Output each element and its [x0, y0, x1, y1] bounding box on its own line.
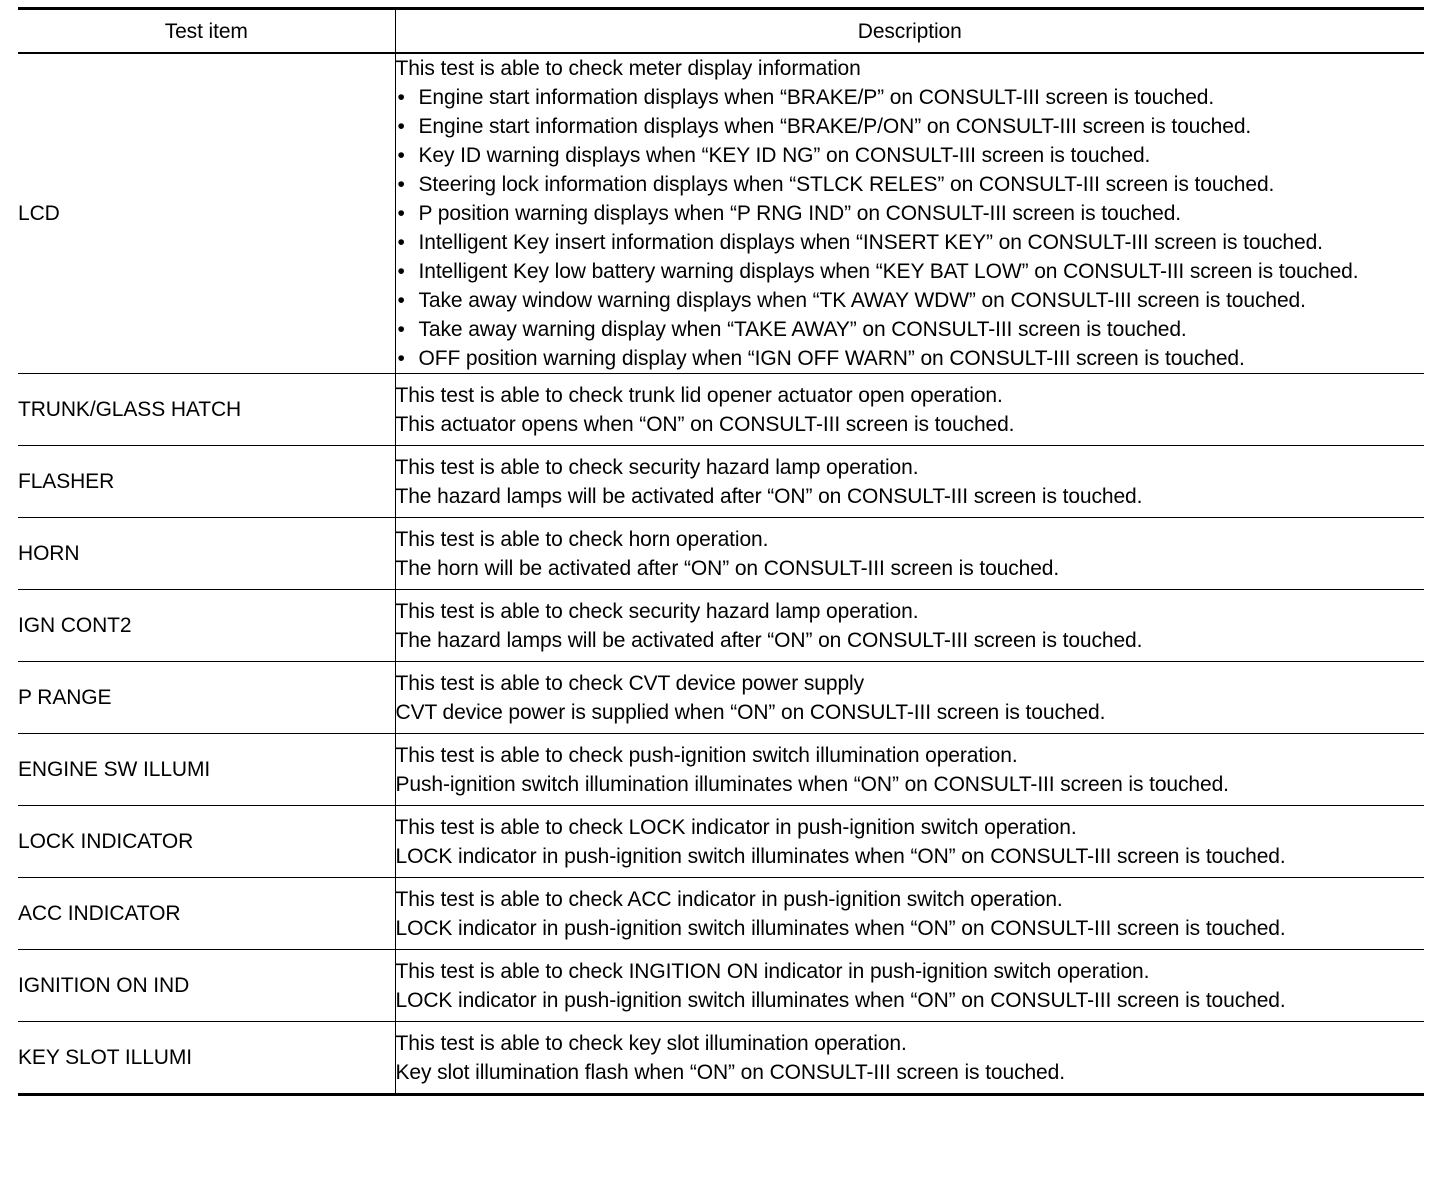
table-row: [18, 662, 1424, 734]
description-cell: [395, 53, 1424, 374]
table-row: [18, 590, 1424, 662]
description-cell: [395, 374, 1424, 446]
description-line: This test is able to check ACC indicator in push-ignition switch operation.: [395, 887, 1063, 911]
description-line: CVT device power is supplied when “ON” on CONSULT-III screen is touched.: [395, 700, 1106, 724]
header-test-item: Test item: [18, 9, 395, 54]
description-line: This test is able to check push-ignition switch illumination operation.: [395, 743, 1018, 767]
bullet-item: • Engine start information displays when “BRAKE/P/ON” on CONSULT-III screen is touched.: [396, 112, 1425, 141]
bullet-item: • Steering lock information displays when “STLCK RELES” on CONSULT-III screen is touched.: [396, 170, 1425, 199]
description-line: This actuator opens when “ON” on CONSULT-III screen is touched.: [395, 412, 1015, 436]
test-item-cell: IGN CONT2: [18, 590, 395, 662]
description-line: This test is able to check horn operation.: [395, 527, 769, 551]
description-cell: [395, 878, 1424, 950]
description-line: This test is able to check INGITION ON indicator in push-ignition switch operation.: [395, 959, 1150, 983]
bullet-item: • P position warning displays when “P RNG IND” on CONSULT-III screen is touched.: [396, 199, 1425, 228]
test-item-cell: FLASHER: [18, 446, 395, 518]
description-intro: This test is able to check meter display information: [395, 57, 861, 80]
table-row: [18, 734, 1424, 806]
description-cell: [395, 518, 1424, 590]
test-item-cell: KEY SLOT ILLUMI: [18, 1022, 395, 1095]
description-line: This test is able to check CVT device power supply: [395, 671, 864, 695]
bullet-item: • Take away warning display when “TAKE AWAY” on CONSULT-III screen is touched.: [396, 315, 1425, 344]
bullet-item: • Take away window warning displays when “TK AWAY WDW” on CONSULT-III screen is touched.: [396, 286, 1425, 315]
description-cell: [395, 446, 1424, 518]
bullet-item: • Intelligent Key low battery warning displays when “KEY BAT LOW” on CONSULT-III screen is touched.: [396, 257, 1425, 286]
description-cell: [395, 734, 1424, 806]
description-line: This test is able to check trunk lid opener actuator open operation.: [395, 383, 1003, 407]
table-row: [18, 1022, 1424, 1095]
test-item-cell: ACC INDICATOR: [18, 878, 395, 950]
description-line: This test is able to check security hazard lamp operation.: [395, 599, 919, 623]
description-cell: [395, 662, 1424, 734]
bullet-item: • Key ID warning displays when “KEY ID NG” on CONSULT-III screen is touched.: [396, 141, 1425, 170]
test-item-cell: IGNITION ON IND: [18, 950, 395, 1022]
description-line: This test is able to check LOCK indicator in push-ignition switch operation.: [395, 815, 1077, 839]
description-cell: [395, 950, 1424, 1022]
test-item-cell: TRUNK/GLASS HATCH: [18, 374, 395, 446]
description-line: The hazard lamps will be activated after “ON” on CONSULT-III screen is touched.: [395, 628, 1143, 652]
test-item-cell: ENGINE SW ILLUMI: [18, 734, 395, 806]
description-line: The hazard lamps will be activated after “ON” on CONSULT-III screen is touched.: [395, 484, 1143, 508]
test-item-cell: LOCK INDICATOR: [18, 806, 395, 878]
table-row: [18, 374, 1424, 446]
description-line: Push-ignition switch illumination illuminates when “ON” on CONSULT-III screen is touched.: [395, 772, 1229, 796]
table-row: [18, 53, 1424, 374]
test-item-cell: HORN: [18, 518, 395, 590]
description-line: Key slot illumination flash when “ON” on CONSULT-III screen is touched.: [395, 1060, 1065, 1084]
bullet-item: • Engine start information displays when “BRAKE/P” on CONSULT-III screen is touched.: [396, 83, 1425, 112]
table-row: [18, 446, 1424, 518]
description-line: LOCK indicator in push-ignition switch illuminates when “ON” on CONSULT-III screen is touched.: [395, 988, 1286, 1012]
description-line: LOCK indicator in push-ignition switch illuminates when “ON” on CONSULT-III screen is touched.: [395, 916, 1286, 940]
table-row: [18, 878, 1424, 950]
description-cell: [395, 806, 1424, 878]
header-row: [18, 9, 1424, 54]
test-item-cell: LCD: [18, 53, 395, 374]
active-test-table: [18, 7, 1424, 1096]
description-line: The horn will be activated after “ON” on CONSULT-III screen is touched.: [395, 556, 1060, 580]
test-item-cell: P RANGE: [18, 662, 395, 734]
bullet-item: • OFF position warning display when “IGN OFF WARN” on CONSULT-III screen is touched.: [396, 344, 1425, 373]
description-line: This test is able to check key slot illumination operation.: [395, 1031, 907, 1055]
description-line: This test is able to check security hazard lamp operation.: [395, 455, 919, 479]
bullet-list: [396, 83, 1425, 373]
table-row: [18, 518, 1424, 590]
description-cell: [395, 1022, 1424, 1095]
bullet-item: • Intelligent Key insert information displays when “INSERT KEY” on CONSULT-III screen is touched.: [396, 228, 1425, 257]
header-description: Description: [395, 9, 1424, 54]
table-row: [18, 806, 1424, 878]
description-line: LOCK indicator in push-ignition switch illuminates when “ON” on CONSULT-III screen is touched.: [395, 844, 1286, 868]
table-row: [18, 950, 1424, 1022]
description-cell: [395, 590, 1424, 662]
